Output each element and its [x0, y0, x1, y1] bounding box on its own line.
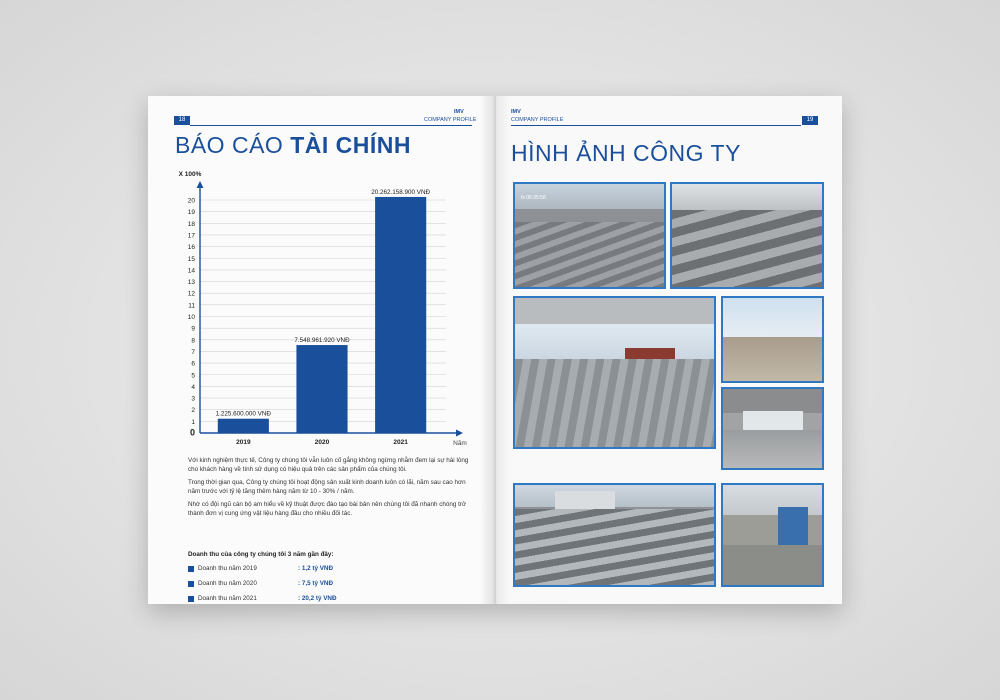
bar-2019: [218, 419, 269, 433]
bar-data-label: 7.548.961.920 VNĐ: [294, 337, 350, 345]
y-tick-label: 14: [187, 267, 195, 275]
photo-warehouse: [721, 387, 824, 470]
y-tick-label: 18: [187, 220, 195, 228]
page-number: 19: [802, 116, 818, 125]
revenue-title: Doanh thu của công ty chúng tôi 3 năm gần đây:: [188, 551, 334, 558]
photo-forklift: [721, 483, 824, 587]
page-title: [175, 132, 411, 159]
left-page: [148, 96, 495, 604]
bullet-square-icon: [188, 566, 194, 572]
photo-open-yard: [721, 296, 824, 383]
title-light: BÁO CÁO: [175, 132, 284, 158]
title-bold: TÀI CHÍNH: [290, 132, 411, 158]
bullet-square-icon: [188, 581, 194, 587]
revenue-label: Doanh thu năm 2021: [198, 595, 257, 602]
x-axis-arrow-icon: [456, 430, 463, 437]
x-tick-label: 2021: [393, 439, 408, 446]
y-tick-label: 15: [187, 255, 195, 263]
revenue-label: Doanh thu năm 2020: [198, 580, 257, 587]
y-tick-label: 10: [187, 314, 195, 321]
photo-workshop-stacks: [513, 182, 666, 289]
header-subtitle: COMPANY PROFILE: [424, 117, 477, 123]
brochure-spread: [148, 96, 842, 604]
y-tick-label: 2: [191, 407, 195, 415]
y-tick-label: 13: [187, 279, 195, 287]
right-page: [495, 96, 842, 604]
y-tick-label: 17: [187, 232, 195, 240]
y-tick-label: 12: [187, 290, 195, 298]
revenue-value: : 7,5 tỷ VNĐ: [298, 580, 333, 587]
paragraph-2: Trong thời gian qua, Công ty chúng tôi hoạt động sản xuất kinh doanh luôn có lãi, năm sau cao hơn năm trước với tỷ lệ tăng thêm hàng năm từ 10 - 30% / năm.: [188, 479, 466, 495]
y-axis-label: X 100%: [178, 171, 202, 178]
header-rule: [511, 125, 801, 126]
header-subtitle: COMPANY PROFILE: [511, 117, 564, 123]
bar-2021: [375, 197, 426, 433]
y-tick-label: 8: [191, 337, 195, 345]
y-tick-label: 16: [187, 244, 195, 252]
paragraph-3: Nhờ có đội ngũ cán bộ am hiểu về kỹ thuật được đào tạo bài bản nên chúng tôi đã nhanh chóng trở thành đơn vị cung ứng vật liệu hàng đầu cho nhiều đối tác.: [188, 501, 467, 517]
y-tick-label: 7: [191, 348, 195, 356]
y-tick-label: 0: [189, 427, 195, 438]
y-tick-label: 4: [191, 383, 195, 391]
photo-concrete-pipes: [670, 182, 824, 289]
header-rule: [190, 125, 472, 126]
header-brand: IMV: [454, 109, 464, 115]
x-axis-label: Năm: [453, 440, 467, 447]
y-tick-label: 20: [187, 197, 195, 205]
photo-factory-shed: [513, 296, 716, 449]
body-text: [188, 456, 478, 522]
y-tick-label: 6: [191, 360, 195, 368]
bullet-square-icon: [188, 596, 194, 602]
photo-steel-sheets: [513, 483, 716, 587]
bar-data-label: 20.262.158.900 VNĐ: [371, 188, 431, 196]
bar-2020: [296, 345, 347, 433]
paragraph-1: Với kinh nghiệm thực tế, Công ty chúng tôi vẫn luôn cố gắng không ngừng nhằm đem lại sự hài lòng cho khách hàng về tính sử dụng có hiệu quả trên các sản phẩm của chúng tôi.: [188, 457, 469, 473]
y-tick-label: 3: [191, 395, 195, 403]
y-tick-label: 9: [191, 325, 195, 333]
bar-data-label: 1.225.600.000 VNĐ: [215, 410, 271, 418]
header-brand: IMV: [511, 109, 521, 115]
revenue-value: : 20,2 tỷ VNĐ: [298, 595, 337, 602]
page-number: 18: [174, 116, 190, 125]
photo-timestamp: fs 06:35:58: [521, 195, 546, 201]
y-tick-label: 5: [191, 372, 195, 380]
revenue-value: : 1,2 tỷ VNĐ: [298, 565, 333, 572]
y-tick-label: 19: [187, 209, 195, 217]
y-tick-label: 11: [188, 302, 195, 310]
x-tick-label: 2020: [314, 439, 330, 446]
revenue-bar-chart: [174, 170, 474, 450]
page-title: HÌNH ẢNH CÔNG TY: [511, 140, 741, 166]
y-tick-label: 1: [191, 418, 195, 426]
revenue-label: Doanh thu năm 2019: [198, 565, 257, 572]
y-axis-arrow-icon: [197, 181, 204, 188]
x-tick-label: 2019: [236, 439, 251, 446]
